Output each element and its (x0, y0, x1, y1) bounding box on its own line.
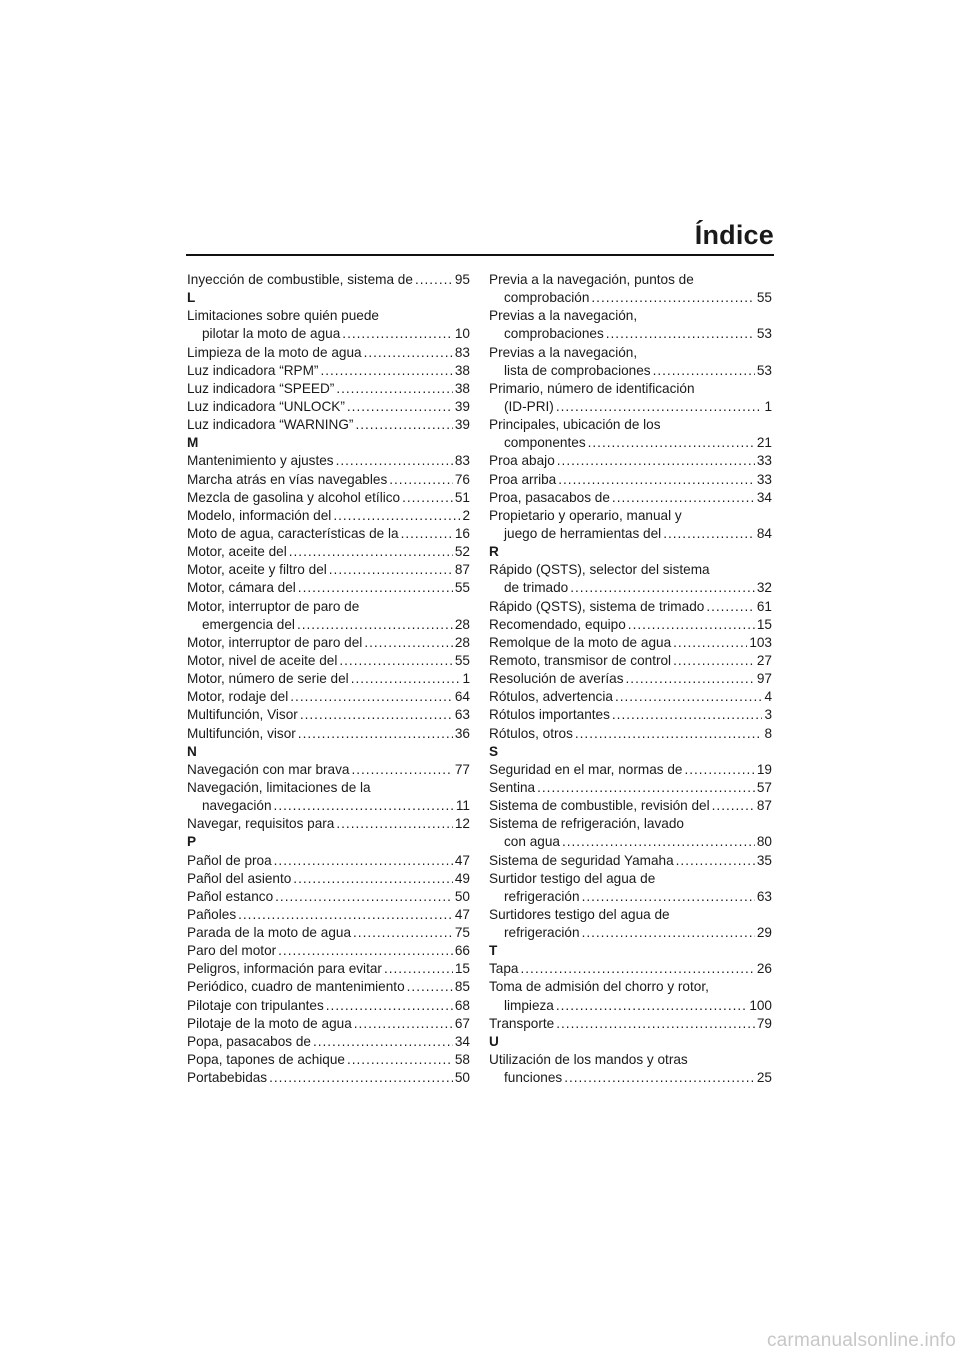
index-entry (187, 725, 470, 743)
index-term: Previas a la navegación, (489, 344, 638, 360)
page-number: 84 (756, 525, 772, 541)
page-number: 66 (454, 943, 470, 959)
index-term: Marcha atrás en vías navegables (187, 471, 388, 487)
page-number: 67 (454, 1015, 470, 1031)
index-term: Pañol estanco (187, 888, 274, 904)
index-column-right (489, 271, 772, 1087)
index-term: Pañoles (187, 906, 237, 922)
index-entry (489, 779, 772, 797)
page-number: 28 (454, 634, 470, 650)
index-term: con agua (504, 834, 560, 850)
index-term: refrigeración (504, 925, 580, 941)
dot-leader (298, 579, 453, 597)
page-number: 51 (454, 489, 470, 505)
dot-leader (575, 725, 763, 743)
title-divider (186, 254, 774, 256)
index-entry (489, 1051, 772, 1087)
page-number: 100 (749, 997, 772, 1013)
index-entry (489, 452, 772, 470)
page-number: 26 (756, 961, 772, 977)
index-entry (187, 670, 470, 688)
dot-leader (564, 1069, 755, 1087)
dot-leader (290, 688, 453, 706)
dot-leader (342, 325, 453, 343)
index-term: Peligros, información para evitar (187, 961, 382, 977)
page-number: 19 (756, 761, 772, 777)
dot-leader (673, 652, 755, 670)
page-number: 87 (454, 562, 470, 578)
page-number: 53 (756, 326, 772, 342)
index-term: juego de herramientas del (504, 525, 662, 541)
index-entry (489, 489, 772, 507)
index-term: navegación (202, 798, 272, 814)
index-entry (187, 960, 470, 978)
page-number: 34 (454, 1033, 470, 1049)
dot-leader (402, 489, 453, 507)
page-number: 15 (454, 961, 470, 977)
index-entry (187, 1033, 470, 1051)
page-number: 77 (454, 761, 470, 777)
page-number: 15 (756, 616, 772, 632)
index-entry (489, 271, 772, 307)
index-entry (489, 852, 772, 870)
index-entry (489, 815, 772, 851)
dot-leader (706, 598, 755, 616)
page-number: 76 (454, 471, 470, 487)
page-number: 4 (764, 689, 772, 705)
index-term: Propietario y operario, manual y (489, 507, 682, 523)
page-number: 85 (454, 979, 470, 995)
page-number: 58 (454, 1052, 470, 1068)
dot-leader (336, 452, 453, 470)
index-term: comprobación (504, 290, 590, 306)
index-term: Paro del motor (187, 943, 277, 959)
page-number: 12 (454, 816, 470, 832)
index-entry (489, 797, 772, 815)
dot-leader (407, 978, 453, 996)
index-entry (489, 870, 772, 906)
dot-leader (351, 670, 461, 688)
index-term: Motor, interruptor de paro del (187, 634, 363, 650)
page-number: 50 (454, 888, 470, 904)
index-entry (489, 307, 772, 343)
index-term: refrigeración (504, 888, 580, 904)
dot-leader (626, 670, 755, 688)
dot-leader (582, 924, 755, 942)
index-entry (187, 598, 470, 634)
page-number: 28 (454, 616, 470, 632)
index-entry (489, 616, 772, 634)
index-entry (489, 634, 772, 652)
dot-leader (520, 960, 754, 978)
index-term: Multifunción, Visor (187, 707, 298, 723)
dot-leader (615, 688, 763, 706)
index-letter-heading: S (489, 743, 499, 759)
dot-leader (558, 471, 755, 489)
index-entry (489, 344, 772, 380)
index-term: Motor, nivel de aceite del (187, 652, 338, 668)
page-number: 1 (462, 671, 470, 687)
page-number: 95 (454, 272, 470, 287)
page-number: 83 (454, 453, 470, 469)
dot-leader (384, 960, 453, 978)
index-term: Remolque de la moto de agua (489, 634, 672, 650)
page-number: 25 (756, 1070, 772, 1086)
dot-leader (326, 997, 453, 1015)
page-number: 38 (454, 362, 470, 378)
index-term: componentes (504, 435, 586, 451)
index-term: Limitaciones sobre quién puede (187, 308, 379, 324)
index-term: lista de comprobaciones (504, 362, 651, 378)
index-entry (489, 670, 772, 688)
index-entry (489, 561, 772, 597)
index-term: Mezcla de gasolina y alcohol etílico (187, 489, 401, 505)
watermark-text: carmanualsonline.info (766, 1330, 956, 1351)
index-term: pilotar la moto de agua (202, 326, 341, 342)
index-letter-heading: T (489, 943, 498, 959)
page-number: 47 (454, 906, 470, 922)
index-entry (187, 815, 470, 833)
page-number: 53 (756, 362, 772, 378)
page-number: 1 (764, 398, 772, 414)
index-term: Motor, rodaje del (187, 689, 289, 705)
index-term: Luz indicadora “SPEED” (187, 380, 335, 396)
index-term: Proa arriba (489, 471, 557, 487)
page-number: 63 (756, 888, 772, 904)
index-term: Proa abajo (489, 453, 555, 469)
index-entry (187, 561, 470, 579)
index-entry (489, 688, 772, 706)
dot-leader (269, 1069, 453, 1087)
dot-leader (336, 815, 453, 833)
dot-leader (351, 761, 452, 779)
page-number: 64 (454, 689, 470, 705)
index-entry (187, 362, 470, 380)
index-entry (187, 1015, 470, 1033)
index-entry (489, 471, 772, 489)
index-entry (187, 271, 470, 289)
dot-leader (336, 380, 453, 398)
dot-leader (339, 652, 453, 670)
index-term: Multifunción, visor (187, 725, 296, 741)
page-number: 8 (764, 725, 772, 741)
index-entry (187, 471, 470, 489)
index-entry (187, 779, 470, 815)
dot-leader (313, 1033, 453, 1051)
page-title: Índice (694, 220, 774, 250)
index-term: Luz indicadora “UNLOCK” (187, 398, 345, 414)
page-number: 49 (454, 870, 470, 886)
page-number: 57 (756, 779, 772, 795)
page-number: 3 (764, 707, 772, 723)
page-number: 39 (454, 417, 470, 433)
index-term: Primario, número de identificación (489, 380, 695, 396)
index-entry (187, 380, 470, 398)
index-entry (187, 852, 470, 870)
page-number: 80 (756, 834, 772, 850)
index-term: Navegación, limitaciones de la (187, 779, 371, 795)
index-term: Rótulos, otros (489, 725, 573, 741)
index-term: Navegar, requisitos para (187, 816, 335, 832)
index-term: Rápido (QSTS), selector del sistema (489, 562, 710, 578)
index-term: Motor, aceite del (187, 544, 287, 560)
dot-leader (347, 1051, 453, 1069)
page-number: 75 (454, 925, 470, 941)
page-number: 61 (756, 598, 772, 614)
index-entry (187, 652, 470, 670)
index-entry (187, 906, 470, 924)
page-number: 27 (756, 652, 772, 668)
page-number: 36 (454, 725, 470, 741)
index-term: de trimado (504, 580, 569, 596)
page-number: 32 (756, 580, 772, 596)
dot-leader (712, 797, 755, 815)
index-entry (187, 1051, 470, 1069)
index-entry (489, 652, 772, 670)
dot-leader (537, 779, 755, 797)
dot-leader (663, 525, 755, 543)
dot-leader (293, 870, 453, 888)
index-entry (187, 978, 470, 996)
index-entry (187, 507, 470, 525)
index-entry (187, 706, 470, 724)
index-term: Motor, aceite y filtro del (187, 562, 327, 578)
index-term: Rótulos, advertencia (489, 689, 613, 705)
index-term: Previas a la navegación, (489, 308, 638, 324)
index-entry (489, 978, 772, 1014)
page-number: 79 (756, 1015, 772, 1031)
index-entry (187, 307, 470, 343)
page-number: 47 (454, 852, 470, 868)
dot-leader (238, 906, 453, 924)
index-term: Inyección de combustible, sistema de (187, 272, 413, 287)
dot-leader (364, 344, 453, 362)
page-number: 52 (454, 544, 470, 560)
dot-leader (329, 561, 453, 579)
index-term: Recomendado, equipo (489, 616, 626, 632)
page-number: 35 (756, 852, 772, 868)
index-term: Remoto, transmisor de control (489, 652, 672, 668)
dot-leader (355, 416, 452, 434)
index-entry (187, 416, 470, 434)
index-term: Resolución de averías (489, 671, 624, 687)
page-number: 34 (756, 489, 772, 505)
index-term: Previa a la navegación, puntos de (489, 272, 694, 287)
index-entry (489, 725, 772, 743)
page-number: 38 (454, 380, 470, 396)
index-term: Seguridad en el mar, normas de (489, 761, 683, 777)
dot-leader (612, 706, 763, 724)
dot-leader (606, 325, 755, 343)
index-letter-heading: U (489, 1033, 499, 1049)
page-number: 103 (749, 634, 772, 650)
index-term: Popa, tapones de achique (187, 1052, 345, 1068)
index-term: Surtidor testigo del agua de (489, 870, 656, 886)
dot-leader (278, 942, 453, 960)
index-term: Pañol de proa (187, 852, 272, 868)
dot-leader (653, 362, 755, 380)
index-term: Surtidores testigo del agua de (489, 906, 670, 922)
index-letter-heading: M (187, 435, 199, 451)
dot-leader (673, 634, 747, 652)
dot-leader (676, 852, 755, 870)
index-entry (187, 997, 470, 1015)
index-term: Sistema de refrigeración, lavado (489, 816, 684, 832)
page-number: 21 (756, 435, 772, 451)
page-number: 87 (756, 798, 772, 814)
index-term: emergencia del (202, 616, 295, 632)
page-number: 55 (454, 652, 470, 668)
index-entry (187, 942, 470, 960)
index-term: Moto de agua, características de la (187, 525, 399, 541)
index-entry (187, 579, 470, 597)
index-term: Limpieza de la moto de agua (187, 344, 362, 360)
dot-leader (612, 489, 755, 507)
index-term: Toma de admisión del chorro y rotor, (489, 979, 709, 995)
page-number: 11 (455, 798, 470, 814)
page-number: 68 (454, 997, 470, 1013)
index-term: limpieza (504, 997, 554, 1013)
index-term: Sistema de combustible, revisión del (489, 798, 710, 814)
index-term: Rótulos importantes (489, 707, 610, 723)
dot-leader (389, 471, 453, 489)
page-number: 29 (756, 925, 772, 941)
index-entry (489, 960, 772, 978)
index-letter-heading: N (187, 743, 197, 759)
index-term: Motor, número de serie del (187, 671, 349, 687)
index-entry (489, 906, 772, 942)
index-term: Mantenimiento y ajustes (187, 453, 334, 469)
page-number: 16 (454, 525, 470, 541)
index-entry (187, 688, 470, 706)
page-number: 55 (454, 580, 470, 596)
index-entry (187, 888, 470, 906)
dot-leader (562, 833, 755, 851)
dot-leader (570, 579, 755, 597)
dot-leader (353, 924, 453, 942)
dot-leader (401, 525, 453, 543)
page-number: 33 (756, 471, 772, 487)
index-term: Tapa (489, 961, 519, 977)
index-entry (489, 507, 772, 543)
index-entry (187, 924, 470, 942)
page-number: 50 (454, 1070, 470, 1086)
dot-leader (628, 616, 755, 634)
index-term: Portabebidas (187, 1070, 268, 1086)
dot-leader (588, 434, 755, 452)
index-entry (187, 489, 470, 507)
dot-leader (274, 797, 454, 815)
dot-leader (557, 452, 755, 470)
index-term: Rápido (QSTS), sistema de trimado (489, 598, 705, 614)
dot-leader (415, 271, 453, 289)
index-term: Luz indicadora “RPM” (187, 362, 319, 378)
index-entry (489, 1015, 772, 1033)
index-term: Motor, cámara del (187, 580, 296, 596)
dot-leader (300, 706, 453, 724)
index-term: comprobaciones (504, 326, 604, 342)
index-entry (187, 452, 470, 470)
page-number: 33 (756, 453, 772, 469)
page-number: 83 (454, 344, 470, 360)
dot-leader (354, 1015, 453, 1033)
index-term: Sentina (489, 779, 536, 795)
index-entry (187, 1069, 470, 1087)
index-entry (187, 525, 470, 543)
index-letter-heading: R (489, 544, 499, 560)
index-term: Utilización de los mandos y otras (489, 1052, 688, 1068)
index-term: Pilotaje de la moto de agua (187, 1015, 352, 1031)
dot-leader (298, 725, 453, 743)
index-term: Navegación con mar brava (187, 761, 350, 777)
index-term: Sistema de seguridad Yamaha (489, 852, 674, 868)
index-term: Proa, pasacabos de (489, 489, 610, 505)
dot-leader (556, 997, 747, 1015)
page-number: 10 (454, 326, 470, 342)
index-entry (187, 398, 470, 416)
page-number: 63 (454, 707, 470, 723)
index-entry (187, 634, 470, 652)
index-entry (489, 598, 772, 616)
index-term: Periódico, cuadro de mantenimiento (187, 979, 405, 995)
index-term: Transporte (489, 1015, 555, 1031)
index-term: Motor, interruptor de paro de (187, 598, 360, 614)
page-number: 2 (462, 507, 470, 523)
index-term: (ID-PRI) (504, 398, 554, 414)
page-number: 39 (454, 398, 470, 414)
index-term: Popa, pasacabos de (187, 1033, 311, 1049)
page-number: 97 (756, 671, 772, 687)
index-term: Pilotaje con tripulantes (187, 997, 324, 1013)
index-letter-heading: P (187, 834, 197, 850)
index-entry (187, 761, 470, 779)
dot-leader (289, 543, 453, 561)
index-entry (489, 380, 772, 416)
index-entry (489, 761, 772, 779)
dot-leader (684, 761, 754, 779)
index-column-left (187, 271, 470, 1087)
index-term: Modelo, información del (187, 507, 332, 523)
dot-leader (274, 852, 453, 870)
index-entry (187, 344, 470, 362)
index-term: Pañol del asiento (187, 870, 292, 886)
index-entry (187, 870, 470, 888)
index-letter-heading: L (187, 290, 196, 306)
dot-leader (347, 398, 453, 416)
index-entry (489, 416, 772, 452)
dot-leader (582, 888, 755, 906)
index-term: funciones (504, 1070, 563, 1086)
dot-leader (556, 1015, 755, 1033)
index-entry (187, 543, 470, 561)
dot-leader (556, 398, 763, 416)
index-term: Principales, ubicación de los (489, 417, 661, 433)
dot-leader (364, 634, 453, 652)
dot-leader (333, 507, 460, 525)
page-number: 55 (756, 290, 772, 306)
index-term: Luz indicadora “WARNING” (187, 417, 354, 433)
dot-leader (297, 616, 453, 634)
index-entry (489, 706, 772, 724)
dot-leader (320, 362, 452, 380)
index-term: Parada de la moto de agua (187, 925, 352, 941)
dot-leader (275, 888, 453, 906)
dot-leader (591, 289, 754, 307)
